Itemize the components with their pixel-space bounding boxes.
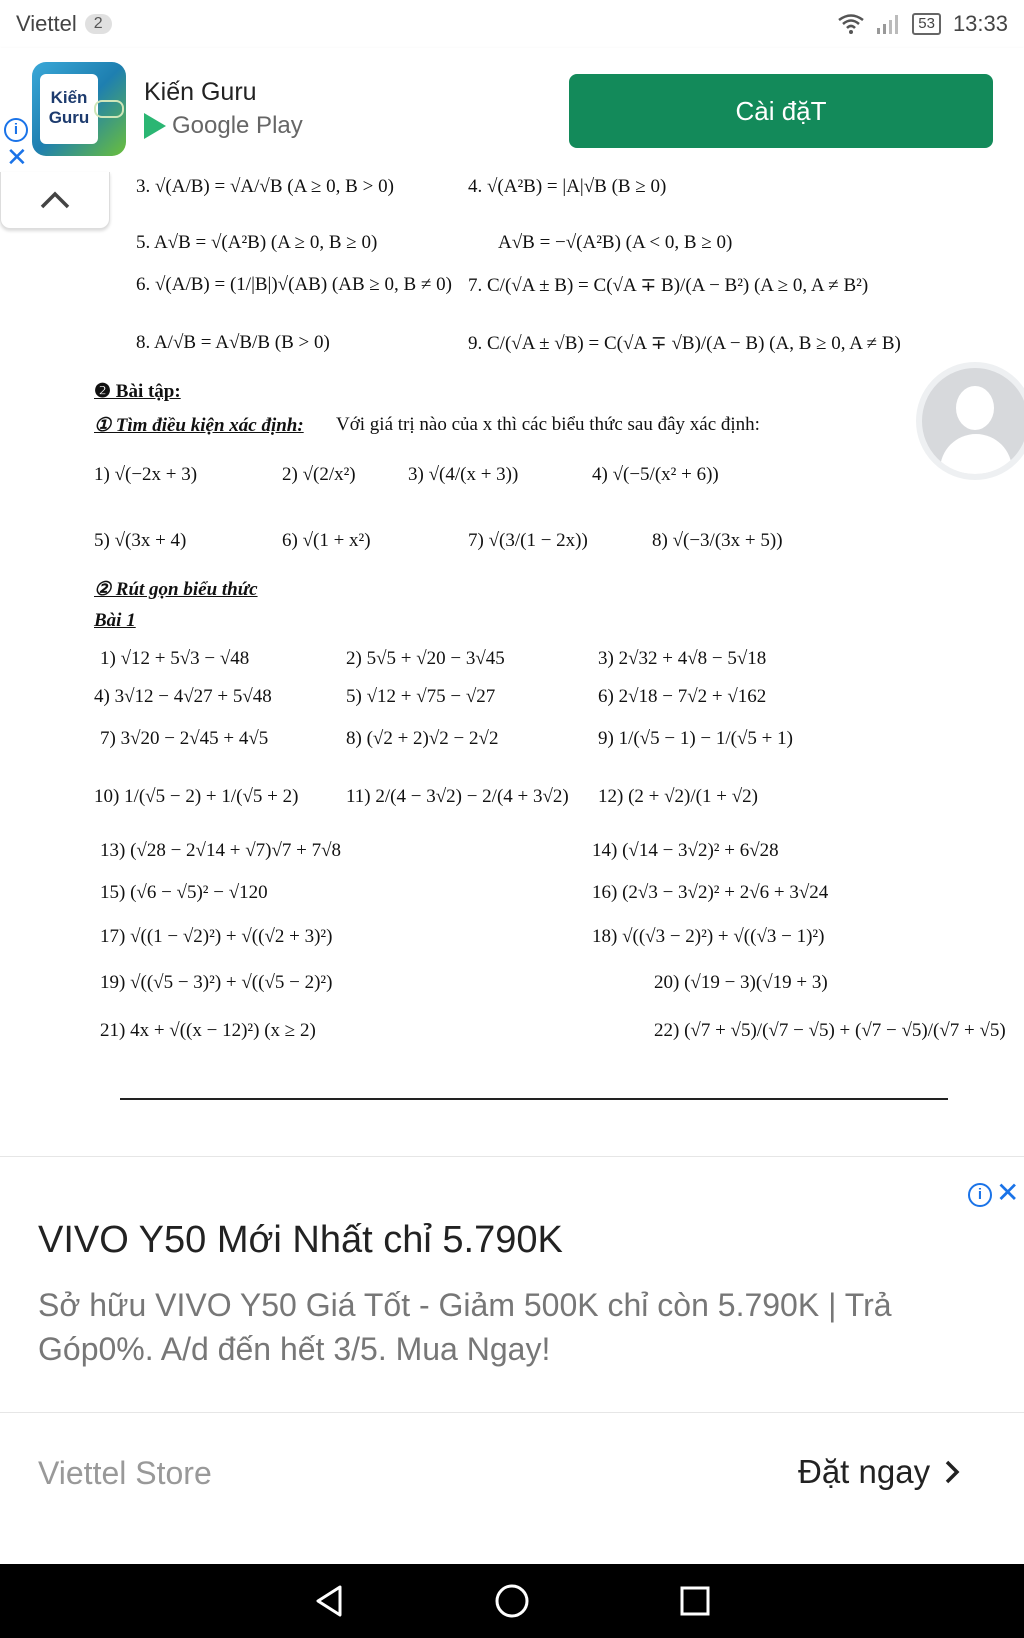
task2-title: ② Rút gọn biểu thức (94, 579, 258, 600)
document-divider (120, 1098, 948, 1100)
back-icon[interactable] (314, 1584, 344, 1618)
chevron-up-icon (39, 190, 71, 210)
task1-title: ① Tìm điều kiện xác định: (94, 415, 304, 436)
formula-3: 3. √(A/B) = √A/√B (A ≥ 0, B > 0) (136, 176, 394, 197)
carrier-name: Viettel (16, 11, 77, 36)
simplify-item-9: 9) 1/(√5 − 1) − 1/(√5 + 1) (598, 728, 793, 749)
domain-item-2: 2) √(2/x²) (282, 464, 356, 485)
simplify-item-19: 19) √((√5 − 3)²) + √((√5 − 2)²) (100, 972, 333, 993)
chevron-right-icon (944, 1459, 960, 1485)
recents-icon[interactable] (680, 1586, 710, 1616)
formula-9: 9. C/(√A ± √B) = C(√A ∓ √B)/(A − B) (A, B ≥ 0, A ≠ B) (468, 333, 901, 354)
ad-divider (0, 1412, 1024, 1413)
simplify-item-20: 20) (√19 − 3)(√19 + 3) (654, 972, 828, 993)
ad-description: Sở hữu VIVO Y50 Giá Tốt - Giảm 500K chỉ còn 5.790K | Trả Góp0%. A/d đến hết 3/5. Mua Ngay! (38, 1287, 892, 1367)
top-ad-banner[interactable] (0, 48, 1024, 172)
store-name: Google Play (172, 112, 303, 139)
ad-title[interactable]: VIVO Y50 Mới Nhất chỉ 5.790K (38, 1219, 563, 1261)
task1-description: Với giá trị nào của x thì các biểu thức sau đây xác định: (336, 414, 760, 435)
simplify-item-21: 21) 4x + √((x − 12)²) (x ≥ 2) (100, 1020, 316, 1041)
simplify-item-7: 7) 3√20 − 2√45 + 4√5 (100, 728, 269, 749)
domain-item-8: 8) √(−3/(3x + 5)) (652, 530, 783, 551)
simplify-item-22: 22) (√7 + √5)/(√7 − √5) + (√7 − √5)/(√7 + √5) (654, 1020, 1006, 1041)
simplify-item-18: 18) √((√3 − 2)²) + √((√3 − 1)²) (592, 926, 825, 947)
ad-close-icon[interactable]: ✕ (6, 142, 28, 172)
formula-4: 4. √(A²B) = |A|√B (B ≥ 0) (468, 176, 667, 197)
formula-7: 7. C/(√A ± B) = C(√A ∓ B)/(A − B²) (A ≥ 0, A ≠ B²) (468, 275, 869, 296)
document-image (0, 172, 1024, 1156)
navigation-bar (0, 1564, 1024, 1638)
ad-info-icon[interactable]: i (968, 1183, 992, 1207)
simplify-item-12: 12) (2 + √2)/(1 + √2) (598, 786, 758, 807)
signal-icon (876, 14, 900, 34)
domain-item-4: 4) √(−5/(x² + 6)) (592, 464, 719, 485)
simplify-item-8: 8) (√2 + 2)√2 − 2√2 (346, 728, 499, 749)
clock-time: 13:33 (952, 11, 1008, 36)
formula-6: 6. √(A/B) = (1/|B|)√(AB) (AB ≥ 0, B ≠ 0) (136, 274, 452, 295)
install-button[interactable]: Cài đặT (569, 74, 993, 148)
app-icon-text: Kiến Guru (40, 74, 98, 144)
google-play-icon (144, 113, 166, 139)
store-row (144, 112, 303, 140)
domain-item-3: 3) √(4/(x + 3)) (408, 464, 519, 485)
order-now-button[interactable] (798, 1453, 960, 1491)
simplify-item-15: 15) (√6 − √5)² − √120 (100, 882, 268, 903)
simplify-item-4: 4) 3√12 − 4√27 + 5√48 (94, 686, 272, 707)
simplify-item-13: 13) (√28 − 2√14 + √7)√7 + 7√8 (100, 840, 342, 861)
app-name[interactable]: Kiến Guru (144, 78, 257, 106)
status-left (16, 11, 112, 37)
ad-info-icon[interactable]: i (4, 118, 28, 142)
domain-item-7: 7) √(3/(1 − 2x)) (468, 530, 588, 551)
domain-item-5: 5) √(3x + 4) (94, 530, 187, 551)
avatar-head (956, 386, 994, 430)
simplify-item-2: 2) 5√5 + √20 − 3√45 (346, 648, 505, 669)
exercise-heading: ❷ Bài tập: (94, 381, 181, 402)
ad-close-icon[interactable]: ✕ (996, 1177, 1020, 1208)
home-icon[interactable] (494, 1583, 530, 1619)
ad-advertiser: Viettel Store (38, 1455, 212, 1491)
simplify-item-10: 10) 1/(√5 − 2) + 1/(√5 + 2) (94, 786, 299, 807)
formula-5b: A√B = −√(A²B) (A < 0, B ≥ 0) (498, 232, 733, 253)
domain-item-6: 6) √(1 + x²) (282, 530, 371, 551)
app-icon[interactable] (32, 62, 126, 156)
status-right (838, 11, 1008, 37)
simplify-item-6: 6) 2√18 − 7√2 + √162 (598, 686, 767, 707)
domain-item-1: 1) √(−2x + 3) (94, 464, 198, 485)
simplify-item-3: 3) 2√32 + 4√8 − 5√18 (598, 648, 767, 669)
user-avatar-icon[interactable] (916, 362, 1024, 480)
glasses-icon (94, 100, 124, 118)
collapse-ad-button[interactable] (0, 172, 110, 229)
status-bar (0, 0, 1024, 48)
sim-badge: 2 (85, 14, 112, 34)
order-now-label: Đặt ngay (798, 1453, 931, 1490)
formula-5: 5. A√B = √(A²B) (A ≥ 0, B ≥ 0) (136, 232, 378, 253)
formula-8: 8. A/√B = A√B/B (B > 0) (136, 332, 330, 353)
avatar-body (940, 434, 1012, 480)
simplify-item-5: 5) √12 + √75 − √27 (346, 686, 496, 707)
simplify-item-1: 1) √12 + 5√3 − √48 (100, 648, 250, 669)
wifi-icon (838, 14, 864, 34)
bottom-ad[interactable] (0, 1156, 1024, 1533)
simplify-item-11: 11) 2/(4 − 3√2) − 2/(4 + 3√2) (346, 786, 569, 807)
simplify-item-17: 17) √((1 − √2)²) + √((√2 + 3)²) (100, 926, 333, 947)
simplify-item-16: 16) (2√3 − 3√2)² + 2√6 + 3√24 (592, 882, 829, 903)
battery-icon: 53 (912, 13, 941, 35)
simplify-item-14: 14) (√14 − 3√2)² + 6√28 (592, 840, 779, 861)
bai-1-label: Bài 1 (94, 610, 136, 631)
